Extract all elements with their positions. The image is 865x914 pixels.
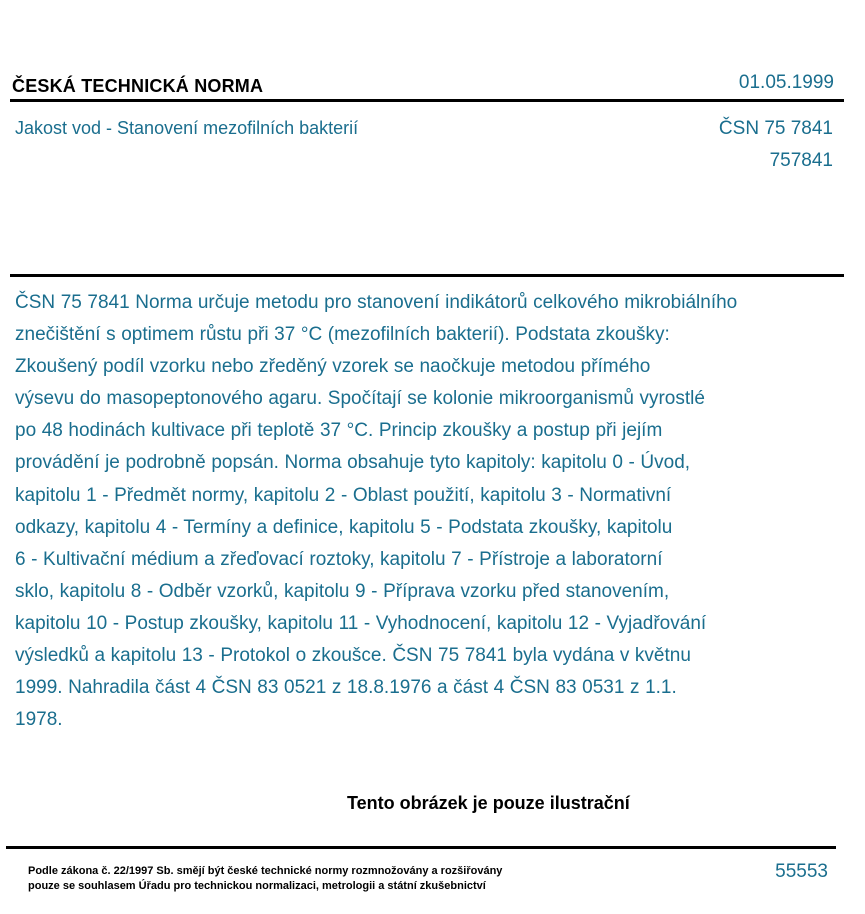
section-divider	[10, 274, 844, 277]
standard-number: ČSN 75 7841	[718, 118, 833, 139]
document-type-title: ČESKÁ TECHNICKÁ NORMA	[12, 76, 264, 96]
description-line: sklo, kapitolu 8 - Odběr vzorků, kapitolu 9 - Příprava vzorku před stanovením,	[15, 580, 670, 602]
description-line: odkazy, kapitolu 4 - Termíny a definice, kapitolu 5 - Podstata zkoušky, kapitolu	[15, 516, 673, 538]
legal-notice-line: pouze se souhlasem Úřadu pro technickou normalizaci, metrologii a státní zkušebnictví	[28, 880, 486, 892]
description-line: výsevu do masopeptonového agaru. Spočítají se kolonie mikroorganismů vyrostlé	[15, 388, 705, 410]
description-line: 1978.	[15, 709, 63, 731]
legal-notice	[28, 864, 502, 894]
document-id: 55553	[775, 861, 828, 882]
standard-code: 757841	[769, 150, 833, 171]
description-line: kapitolu 10 - Postup zkoušky, kapitolu 11 - Vyhodnocení, kapitolu 12 - Vyjadřování	[15, 612, 707, 634]
publication-date: 01.05.1999	[738, 72, 834, 93]
header-divider	[10, 99, 844, 102]
standard-description	[15, 287, 830, 736]
illustration-disclaimer: Tento obrázek je pouze ilustrační	[347, 793, 630, 813]
footer-divider	[6, 846, 836, 849]
description-line: ČSN 75 7841 Norma určuje metodu pro stanovení indikátorů celkového mikrobiálního	[15, 292, 738, 313]
description-line: kapitolu 1 - Předmět normy, kapitolu 2 - Oblast použití, kapitolu 3 - Normativní	[15, 484, 672, 506]
description-line: znečištění s optimem růstu při 37 °C (mezofilních bakterií). Podstata zkoušky:	[15, 324, 670, 346]
description-line: Zkoušený podíl vzorku nebo zředěný vzorek se naočkuje metodou přímého	[15, 356, 651, 378]
description-line: 6 - Kultivační médium a zřeďovací roztoky, kapitolu 7 - Přístroje a laboratorní	[15, 548, 663, 570]
standard-subtitle: Jakost vod - Stanovení mezofilních bakterií	[15, 118, 359, 138]
description-line: 1999. Nahradila část 4 ČSN 83 0521 z 18.8.1976 a část 4 ČSN 83 0531 z 1.1.	[15, 677, 677, 699]
description-line: po 48 hodinách kultivace při teplotě 37 °C. Princip zkoušky a postup při jejím	[15, 420, 663, 442]
legal-notice-line: Podle zákona č. 22/1997 Sb. smějí být české technické normy rozmnožovány a rozšiřovány	[28, 865, 503, 877]
description-line: provádění je podrobně popsán. Norma obsahuje tyto kapitoly: kapitolu 0 - Úvod,	[15, 452, 691, 474]
description-line: výsledků a kapitolu 13 - Protokol o zkoušce. ČSN 75 7841 byla vydána v květnu	[15, 645, 691, 667]
